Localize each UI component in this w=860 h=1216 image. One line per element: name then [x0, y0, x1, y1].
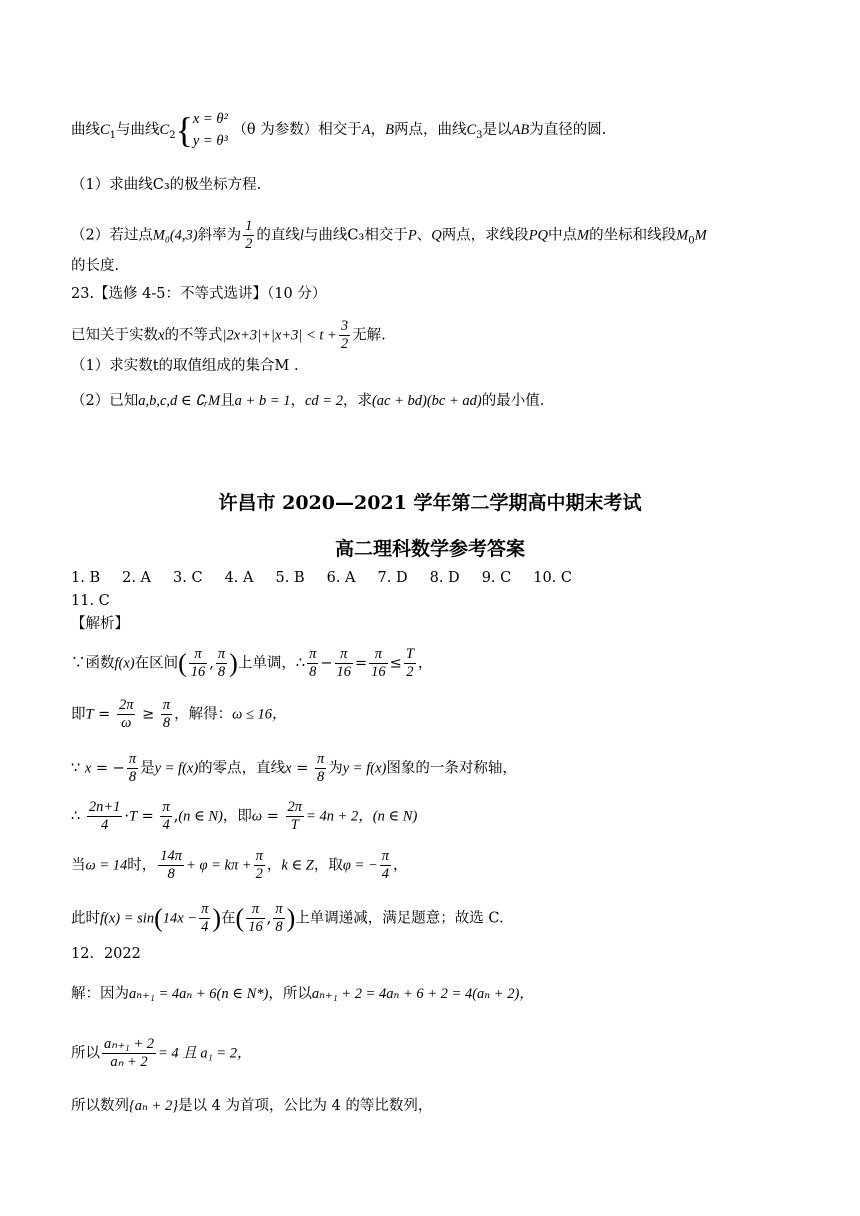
- fraction-half: $\frac{1}{2}$: [245, 218, 253, 252]
- text: 两点，曲线: [394, 122, 467, 138]
- q12-line-1: 解：因为aₙ₊₁ = 4aₙ + 6(n ∈ N*)，所以aₙ₊₁ + 2 = 4aₙ + 6 + 2 = 4(aₙ + 2)，: [71, 986, 534, 1002]
- q12-answer: 12．2022: [71, 946, 141, 962]
- solution-line-2: 即T = $\frac{2\pi}{\omega}$ ≥ $\frac{\pi}{8}$ ，解得：ω ≤ 16，: [71, 697, 287, 731]
- analysis-label: 【解析】: [71, 616, 129, 632]
- solution-line-4: ∴ $\frac{2n+1}{4}$ ·T = $\frac{\pi}{4}$ ,(n ∈ N)，即ω = $\frac{2\pi}{T}$ = 4n + 2，(n ∈ N): [71, 799, 418, 833]
- parametric-system: x = θ² y = θ³: [192, 111, 228, 149]
- solution-line-3: ∵ x = − $\frac{\pi}{8}$ 是y = f(x)的零点，直线x = $\frac{\pi}{8}$ 为y = f(x)图象的一条对称轴，: [71, 751, 517, 785]
- solution-line-6: 此时f(x) = sin(14x − $\frac{\pi}{4}$ )在( $\frac{\pi}{16}$ , $\frac{\pi}{8}$ )上单调递减，满足题意；故选 C.: [71, 901, 504, 935]
- text: 与曲线: [116, 122, 160, 138]
- answer-title: 许昌市 2020—2021 学年第二学期高中期末考试: [218, 492, 642, 514]
- q12-line-2: 所以 $\frac{\text{aₙ₊₁ + 2}}{\text{aₙ + 2}}$ = 4 且 a₁ = 2，: [71, 1036, 252, 1070]
- q23-header: 23.【选修 4-5：不等式选讲】（10 分）: [71, 286, 327, 302]
- q22-part1: （1）求曲线C₃的极坐标方程.: [71, 177, 262, 193]
- solution-line-5: 当ω = 14时， $\frac{14\pi}{8}$ + φ = kπ + $\frac{\pi}{2}$ ，k ∈ Z，取φ = − $\frac{\pi}{4}$ ，: [71, 848, 408, 882]
- q22-intro: 曲线$C_1$与曲线$C_2${ x = θ² y = θ³ （θ 为参数）相交于A，B两点，曲线$C_3$是以AB为直径的圆.: [71, 110, 607, 150]
- text: （θ 为参数）相交于: [232, 122, 362, 138]
- answer-subtitle: 高二理科数学参考答案: [334, 538, 525, 560]
- text: 为直径的圆.: [529, 122, 607, 138]
- text: 曲线: [71, 122, 100, 138]
- q22-part2: （2）若过点M₀(4,3)斜率为 $\frac{1}{2}$ 的直线l与曲线C₃相交于P、Q两点，求线段PQ中点M的坐标和线段$M_0M$: [71, 218, 707, 252]
- mc-answers: 1. B 2. A 3. C 4. A 5. B 6. A 7. D 8. D 9. C 10. C: [71, 570, 572, 586]
- text: 是以: [482, 122, 512, 138]
- mc-11: 11. C: [71, 593, 110, 609]
- q22-part2-end: 的长度.: [71, 258, 120, 274]
- q23-part2: （2）已知a,b,c,d ∈ ∁ᵣM且a + b = 1，cd = 2，求(ac + bd)(bc + ad)的最小值.: [71, 393, 545, 409]
- solution-line-1: ∵函数f(x)在区间( $\frac{\pi}{16}$ , $\frac{\pi}{8}$ )上单调，∴ $\frac{\pi}{8}$ − $\frac{\pi}{16}$ = $\frac{\pi}{16}$ ≤ $\frac{T}{2}$ ，: [71, 646, 433, 680]
- q23-part1: （1）求实数t的取值组成的集合M .: [71, 358, 299, 374]
- q23-line1: 已知关于实数x的不等式|2x+3|+|x+3| < t + $\frac{3}{2}$ 无解.: [71, 318, 386, 352]
- q12-line-3: 所以数列{aₙ + 2}是以 4 为首项，公比为 4 的等比数列，: [71, 1098, 433, 1114]
